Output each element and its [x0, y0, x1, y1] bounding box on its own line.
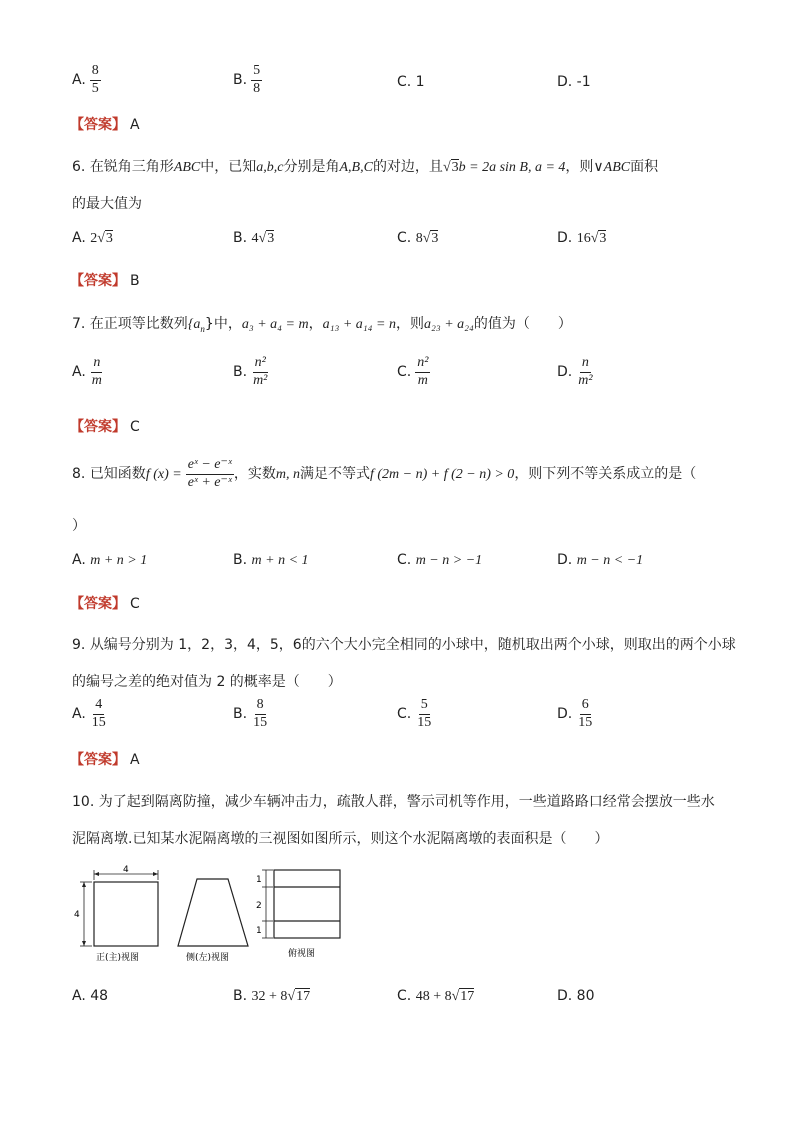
- q8-option-a: A. m + n > 1: [72, 552, 148, 568]
- q10-stem-line1: 10. 为了起到隔离防撞，减少车辆冲击力，疏散人群，警示司机等作用，一些道路路口经常会摆放一些水: [72, 794, 715, 810]
- q10-option-c: C. 48 + 8√17: [397, 988, 475, 1004]
- dim-label-top: 4: [123, 865, 129, 875]
- q10-option-b: B. 32 + 8√17: [233, 988, 311, 1004]
- q6-answer: 【答案】 B: [70, 273, 140, 289]
- q8-stem-line1: 8. 已知函数f (x) = $\frac{\text{eˣ − e⁻ˣ}}{\text{eˣ + e⁻ˣ}}$ ，实数m, n满足不等式f (2m − n) + f (2 − n) > 0，则下列不等关系成立的是（: [72, 457, 697, 490]
- q10-stem-line2: 泥隔离墩.已知某水泥隔离墩的三视图如图所示，则这个水泥隔离墩的表面积是（ ）: [72, 831, 609, 847]
- q5-option-a: A. $\frac{8}{5}$: [72, 63, 99, 96]
- q7-option-b: B. $\frac{\text{n²}}{\text{m²}}$: [233, 355, 268, 388]
- q9-stem-line1: 9. 从编号分别为 1，2，3，4，5，6的六个大小完全相同的小球中，随机取出两个小球，则取出的两个小球: [72, 637, 736, 653]
- q8-option-c: C. m − n > −1: [397, 552, 483, 568]
- q5-answer: 【答案】 A: [70, 117, 140, 133]
- side-view-trapezoid: [178, 879, 248, 946]
- dim-label-c: 1: [256, 926, 262, 936]
- q7-option-d: D. $\frac{n}{\text{m²}}$: [557, 355, 593, 388]
- q7-stem: 7. 在正项等比数列$\{a_n\}$中，a₃ + a₄ = m，a₁₃ + a₁₄ = n，则a₂₃ + a₂₄的值为（ ）: [72, 316, 572, 334]
- q9-option-c: C. $\frac{5}{15}$: [397, 697, 432, 730]
- top-view-caption: 俯视图: [288, 949, 316, 959]
- top-view-rect: [274, 870, 340, 938]
- q5-option-c: C. 1: [397, 74, 425, 90]
- q9-answer: 【答案】 A: [70, 752, 140, 768]
- q9-option-a: A. $\frac{4}{15}$: [72, 697, 106, 730]
- q8-option-b: B. m + n < 1: [233, 552, 309, 568]
- q7-option-a: A. $\frac{n}{m}$: [72, 355, 102, 388]
- q9-option-b: B. $\frac{8}{15}$: [233, 697, 268, 730]
- q7-answer: 【答案】 C: [70, 419, 140, 435]
- q6-stem-line2: 的最大值为: [72, 196, 142, 212]
- q10-option-d: D. 80: [557, 988, 595, 1004]
- q9-option-d: D. $\frac{6}{15}$: [557, 697, 593, 730]
- q9-stem-line2: 的编号之差的绝对值为 2 的概率是（ ）: [72, 674, 342, 690]
- q6-option-b: B. 4√3: [233, 230, 275, 246]
- q7-option-c: C. $\frac{\text{n²}}{m}$: [397, 355, 429, 388]
- dim-label-left: 4: [74, 910, 80, 920]
- q8-answer: 【答案】 C: [70, 596, 140, 612]
- q6-stem-line1: 6. 在锐角三角形ABC中，已知a,b,c分别是角A,B,C的对边，且√3b = 2a sin B, a = 4，则∨ABC面积: [72, 159, 659, 175]
- q5-option-b: B. $\frac{5}{8}$: [233, 63, 261, 96]
- q10-option-a: A. 48: [72, 988, 109, 1004]
- q8-stem-line2: ）: [72, 518, 86, 534]
- q8-option-d: D. m − n < −1: [557, 552, 644, 568]
- three-view-figure: [70, 862, 360, 967]
- q6-option-c: C. 8√3: [397, 230, 439, 246]
- q6-option-a: A. 2√3: [72, 230, 113, 246]
- dim-label-b: 2: [256, 901, 262, 911]
- front-view-caption: 正(主)视图: [96, 953, 140, 963]
- front-view-square: [94, 882, 158, 946]
- side-view-caption: 侧(左)视图: [186, 953, 230, 963]
- dim-label-a: 1: [256, 875, 262, 885]
- q5-option-d: D. -1: [557, 74, 591, 90]
- q6-option-d: D. 16√3: [557, 230, 607, 246]
